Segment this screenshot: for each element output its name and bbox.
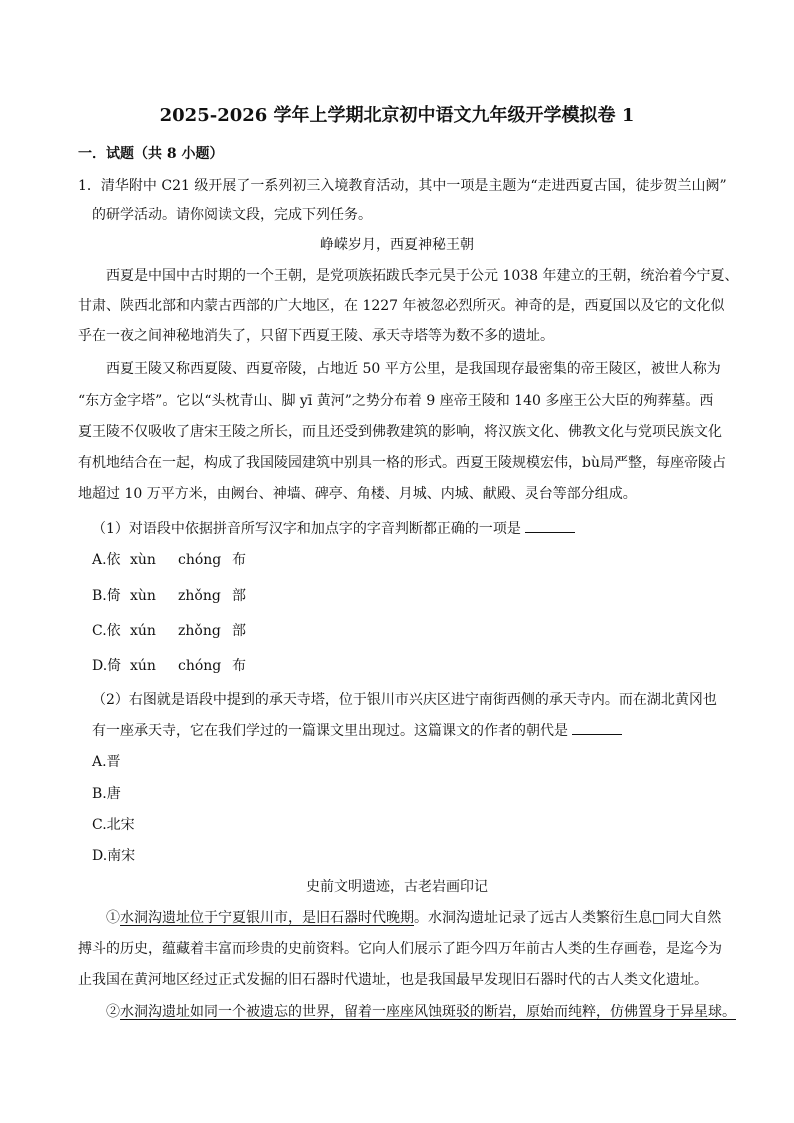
passage-1-para-2-line: 有机地结合在一起，构成了我国陵园建筑中别具一格的形式。西夏王陵规模宏伟，bù局严整，每座帝陵占 [78, 455, 726, 471]
passage-1-para-2-line: “东方金字塔”。它以“头枕青山、脚 yī 黄河”之势分布着 9 座帝王陵和 140 多座王公大臣的殉葬墓。西 [78, 393, 714, 409]
option-d[interactable]: D.南宋 [92, 848, 136, 864]
option-a[interactable]: A.晋 [92, 754, 121, 770]
passage-1-para-2-line: 夏王陵不仅吸收了唐宋王陵之所长，而且还受到佛教建筑的影响，将汉族文化、佛教文化与党项民族文化 [78, 424, 722, 440]
subquestion-1-text: （1）对语段中依据拼音所写汉字和加点字的字音判断都正确的一项是 [92, 521, 521, 537]
passage-1-title: 峥嵘岁月，西夏神秘王朝 [320, 237, 474, 253]
passage-1-para-1-line: 西夏是中国中古时期的一个王朝，是党项族拓跋氏李元昊于公元 1038 年建立的王朝，统治着今宁夏、 [106, 268, 739, 284]
answer-blank-1[interactable] [525, 518, 575, 533]
option-a[interactable]: A.依 xùn chóng 布 [92, 552, 246, 568]
passage-2-title: 史前文明遗迹，古老岩画印记 [306, 879, 488, 895]
page-title: 2025-2026 学年上学期北京初中语文九年级开学模拟卷 1 [159, 105, 635, 126]
option-d[interactable]: D.倚 xún chóng 布 [92, 658, 246, 674]
passage-2-para-1-line: ①水洞沟遗址位于宁夏银川市，是旧石器时代晚期。水洞沟遗址记录了远古人类繁衍生息□同大自然 [106, 910, 722, 926]
underlined-sentence-1: 水洞沟遗址位于宁夏银川市，是旧石器时代晚期 [120, 910, 414, 926]
circled-number-1: ① [106, 910, 120, 926]
subquestion-2-stem-line-2 [92, 720, 622, 741]
underlined-sentence-2: 水洞沟遗址如同一个被遗忘的世界，留着一座座风蚀斑驳的断岩，原始而纯粹，仿佛置身于异星球。 [120, 1004, 736, 1020]
subquestion-1-stem [92, 518, 575, 539]
passage-2-para-2-line [106, 1002, 736, 1022]
subquestion-2-text: 有一座承天寺，它在我们学过的一篇课文里出现过。这篇课文的作者的朝代是 [92, 723, 568, 739]
circled-number-2: ② [106, 1004, 120, 1020]
question-1-stem-line-2: 的研学活动。请你阅读文段，完成下列任务。 [92, 207, 372, 223]
passage-2-para-1-line: 止我国在黄河地区经过正式发掘的旧石器时代遗址，也是我国最早发现旧石器时代的古人类文化遗址。 [78, 972, 708, 988]
option-c[interactable]: C.北宋 [92, 817, 135, 833]
option-b[interactable]: B.倚 xùn zhǒng 部 [92, 588, 246, 604]
answer-blank-2[interactable] [572, 720, 622, 735]
question-1-stem-line-1: 1．清华附中 C21 级开展了一系列初三入境教育活动，其中一项是主题为“走进西夏古国，徒步贺兰山阙” [78, 178, 727, 194]
option-c[interactable]: C.依 xún zhǒng 部 [92, 623, 246, 639]
subquestion-2-stem-line-1: （2）右图就是语段中提到的承天寺塔，位于银川市兴庆区进宁南街西侧的承天寺内。而在湖北黄冈也 [92, 692, 717, 708]
section-heading: 一．试题（共 8 小题） [78, 146, 224, 162]
passage-1-para-1-line: 乎在一夜之间神秘地消失了，只留下西夏王陵、承天寺塔等为数不多的遗址。 [78, 328, 554, 344]
passage-1-para-2-line: 西夏王陵又称西夏陵、西夏帝陵，占地近 50 平方公里，是我国现存最密集的帝王陵区，被世人称为 [106, 361, 721, 377]
passage-1-para-1-line: 甘肃、陕西北部和内蒙古西部的广大地区，在 1227 年被忽必烈所灭。神奇的是，西夏国以及它的文化似 [78, 298, 725, 314]
passage-2-para-1-line: 搏斗的历史，蕴藏着丰富而珍贵的史前资料。它向人们展示了距今四万年前古人类的生存画卷，是迄今为 [78, 941, 722, 957]
passage-1-para-2-line: 地超过 10 万平方米，由阙台、神墙、碑亭、角楼、月城、内城、献殿、灵台等部分组成。 [78, 486, 637, 502]
option-b[interactable]: B.唐 [92, 786, 121, 802]
